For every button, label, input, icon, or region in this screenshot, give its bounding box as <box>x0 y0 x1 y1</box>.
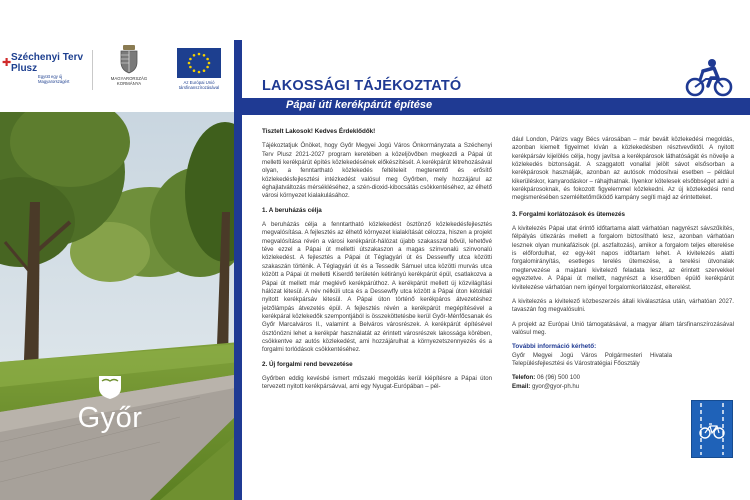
greeting: Tisztelt Lakosok! Kedves Érdeklődők! <box>262 128 376 135</box>
left-accent-strip <box>234 40 242 500</box>
hungary-crest-icon <box>118 44 140 74</box>
intro-paragraph: Tájékoztatjuk Önöket, hogy Győr Megyei Jogú Város Önkormányzata a Széchenyi Terv Plusz 2021-2027 program keretében a közeljövőben megkezdi a Pápai út melletti kerékpárút építés közlekedésének előkészítését. A kerékpárút létrehozásával olyan, a fenntartható közlekedés feltételeit megteremtő és erősítő közlekedésfejlesztési intézkedést valósul meg Győrben, mely hozzájárul az éghajlatváltozás mérsékléséhez, a szén-dioxid-kibocsátás csökkentéséhez, az élhető városi környezet kialakulásához. <box>262 142 492 200</box>
eu-label: Az Európai Unió társfinanszírozásával <box>178 80 220 90</box>
email-label: Email: <box>512 382 531 390</box>
city-logo <box>70 374 150 435</box>
section-1-text: A beruházás célja a fenntartható közlekedést ösztönző közlekedésfejlesztés megvalósítása. A fejlesztés az élhető környezet kialakítását célozza, hiszen a projekt megvalósítása révén a városi kerékpárút-hálózat újabb szakasszal bővül, lehetővé téve ezzel a Pápai út melletti útszakaszon a magas színvonalú szinvonalú közlekedést. A fejlesztés a Pápai út Téglagyári út és Dessewffy utca közötti szakaszán történik. A Téglagyári út és a Tessedik Sámuel utca közötti murvás utca között a Pápai út melletti Kiserdő területén kétirányú kerékpárút épül, csatlakozva a Pápai út mellett már meglévő kerékpárúthoz. A kerékpárút mellett új közvilágítási hálózat létesül. A név nélküli utca és a Dessewffy utca között a Pápai úton kétoldali nyitott kerékpársáv létesül. A Pápai úton történő kerékpáros átvezetéshez jelzőlámpás átvezetés épül. A fejlesztés révén a kerékpárút megépítésével a kerékpáral közlekedők szempontjából is összeköttetésbe kerül Győr-Ménfőcsanak és Győr Marcalváros II., valamint a Belváros városrészek. A kerékpárút építésével ösztönözni lehet a kerékpár használatát az érintett városrészek lakossága körében, csökkentve az autós közlekedést, ami hozzájárulhat a környezetszennyezés és a forgalmi torlódások csökkentéséhez. <box>262 221 492 354</box>
partner-logos <box>0 40 238 112</box>
eu-flag-icon <box>177 48 221 78</box>
text-column-right <box>512 136 734 397</box>
subtitle-bar <box>242 98 750 115</box>
section-3-heading: 3. Forgalmi korlátozások és ütemezés <box>512 210 626 218</box>
eu-logo <box>168 48 230 90</box>
szechenyi-title: Széchenyi Terv Plusz <box>11 52 84 74</box>
info-organization: Győr Megyei Jogú Város Polgármesteri Hivatala Településfejlesztési és Várostratégiai Főosztály <box>512 351 672 367</box>
notice-subtitle: Pápai úti kerékpárút építése <box>286 99 433 111</box>
funding-paragraph: A projekt az Európai Unió támogatásával, a magyar állam társfinanszírozásával valósul meg. <box>512 320 734 336</box>
phone-line <box>512 374 734 382</box>
section-3-text: A kivitelezés Pápai utat érintő időtartama alatt várhatóan nagyrészt sávszűkítés, félpályás útlezárás mellett a forgalom biztosítható lesz, azonban várhatóan lesznek olyan munkafázisok (pl. aszfaltozás), amikor a forgalom teljes elterelése is előfordulhat, ez egy-két napos időtartam lehet. A kivitelezés alatti forgalomirányítás, esetleges terelés ütemezése, a terelési útvonalak megtervezése a majdani kivitelező feladata lesz, az érintett szervekkel egyeztetve. A Pápai út mellett, nagyrészt a kiserdőben épülő kerékpárút kivitelezése várhatóan nem igényel forgalomkorlátozást, elterelést. <box>512 225 734 291</box>
hungary-government-logo <box>104 44 154 86</box>
info-heading: További információ kérhető: <box>512 343 597 351</box>
information-notice <box>242 40 750 500</box>
text-column-left <box>262 128 492 398</box>
park-photo <box>0 112 240 500</box>
cyclist-icon <box>684 56 734 98</box>
bicycle-lane-sign <box>691 400 733 458</box>
kormany-label: MAGYARORSZÁG KORMÁNYA <box>110 76 148 86</box>
section-2-heading: 2. Új forgalmi rend bevezetése <box>262 360 353 368</box>
phone-value[interactable]: 06 (96) 500 100 <box>536 374 580 382</box>
notice-title: LAKOSSÁGI TÁJÉKOZTATÓ <box>262 78 462 94</box>
szechenyi-subtitle: Együtt egy új Magyarországért <box>38 74 70 84</box>
city-crest-icon <box>97 374 123 400</box>
schedule-paragraph: A kivitelezés a kivitelező közbeszerzés általi kiválasztása után, várhatóan 2027. tavaszán fog megvalósulni. <box>512 297 734 314</box>
email-line <box>512 383 734 391</box>
phone-label: Telefon: <box>512 374 536 382</box>
section-2-text: Győrben eddig kevésbé ismert műszaki megoldás kerül kiépítésre a Pápai úton tervezett nyitott kerékpársávval, ami egy Nyugat-Európában – pél- <box>262 374 492 391</box>
section-1-heading: 1. A beruházás célja <box>262 206 322 214</box>
city-name: Győr <box>77 402 143 434</box>
szechenyi-plus-icon: ✚ <box>2 57 12 69</box>
logo-divider <box>92 50 93 90</box>
section-2-continued: dául London, Párizs vagy Bécs városában – már bevált közlekedési megoldás, azonban kiemelt figyelmet kíván a közlekedésben résztvevőktől. A nyitott kerékpársáv kijelölés célja, hogy javítsa a kerékpárosok láthatóságát és növelje a közlekedés biztonságát. A szaggatott vonallal jelölt sávot elsősorban a kerékpárosok használják, azonban az autósok módosítvai esetben – például kikerüléskor, kanyarodáskor – ráhajthatnak. Ilyenkor kötelesek elsőbbséget adni a kerékpárosoknak, és fokozott figyelemmel közlekedni. Az új közlekedési rend megismerésében szemléltetőműködő kampány segíti majd az érintetteket. <box>512 136 734 202</box>
email-link[interactable]: gyor@gyor-ph.hu <box>532 382 580 390</box>
